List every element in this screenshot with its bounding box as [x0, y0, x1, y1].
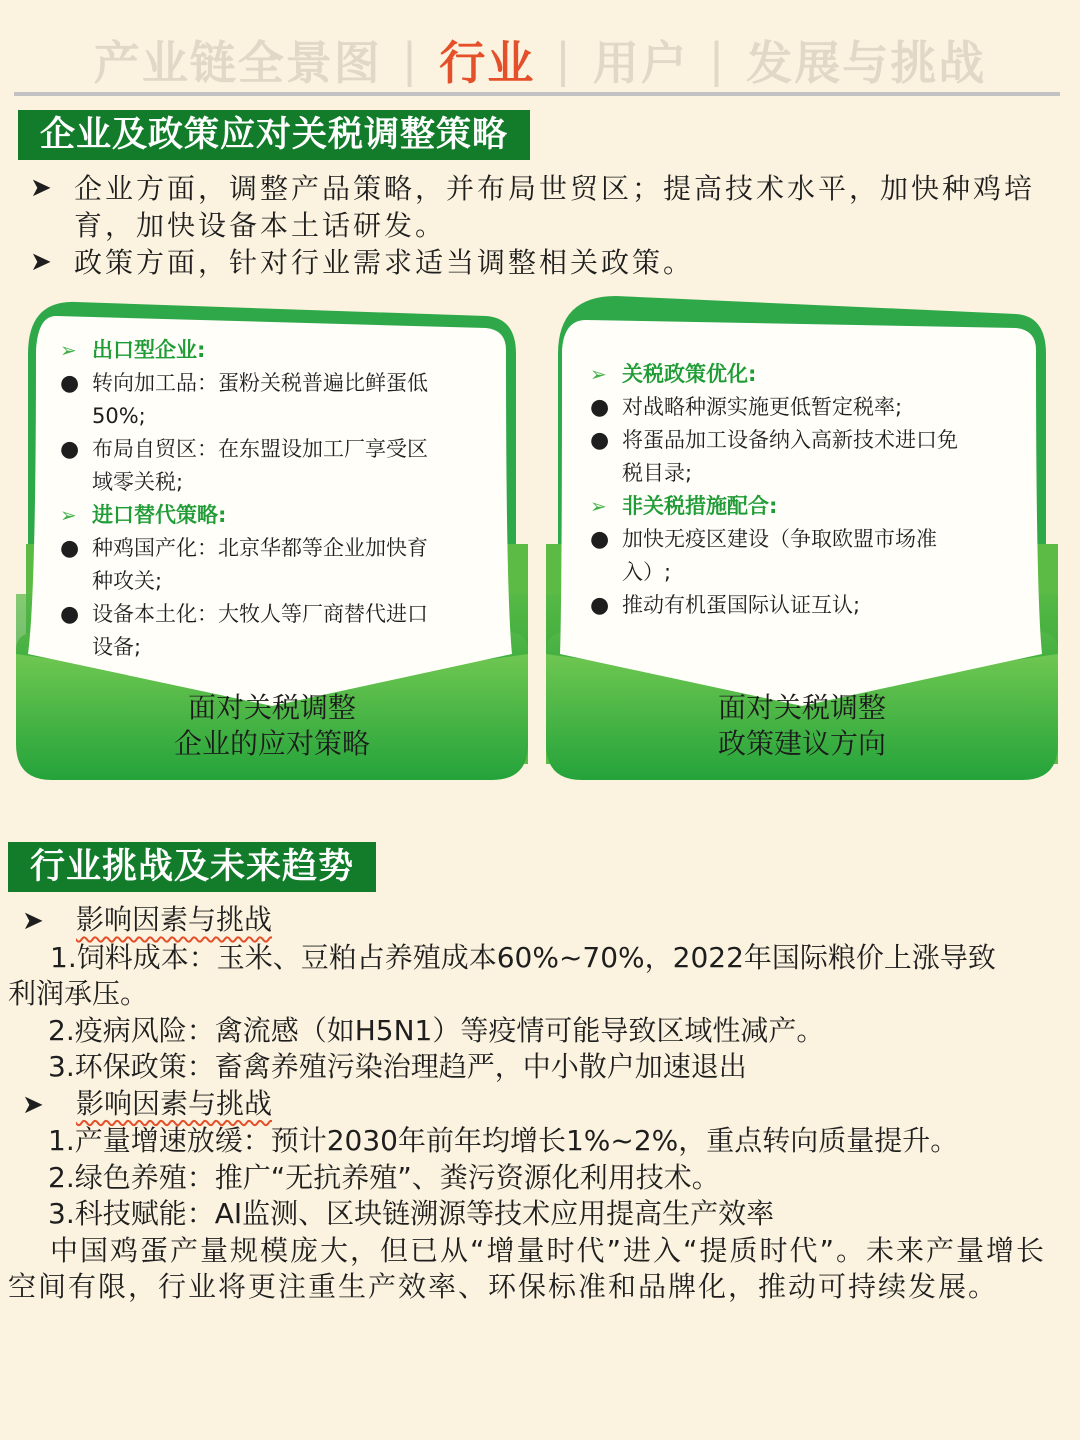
arrow-bullet-icon: ➤: [30, 247, 52, 277]
list-item: 2.绿色养殖：推广“无抗养殖”、粪污资源化利用技术。: [48, 1160, 720, 1194]
list-item: 2.疫病风险：禽流感（如H5N1）等疫情可能导致区域性减产。: [48, 1013, 825, 1047]
bullet-dot-icon: ●: [60, 536, 80, 561]
bullet-dot-icon: ●: [590, 593, 610, 618]
chevron-right-icon: ➢: [60, 503, 77, 527]
section-title-strategy: 企业及政策应对关税调整策略: [18, 110, 530, 160]
summary-paragraph: 中国鸡蛋产量规模庞大，但已从“增量时代”进入“提质时代”。未来产量增长空间有限，行业将更注重生产效率、环保标准和品牌化，推动可持续发展。: [8, 1233, 1047, 1303]
list-item: ● 对战略种源实施更低暂定税率;: [590, 391, 1030, 424]
bullet-dot-icon: ●: [60, 371, 80, 396]
card-heading: ➢ 非关税措施配合:: [590, 490, 1030, 523]
list-item: ● 加快无疫区建设（争取欧盟市场准 入）;: [590, 523, 1030, 589]
card-heading: ➢ 进口替代策略:: [60, 499, 500, 532]
list-item: [30, 244, 1070, 281]
arrow-bullet-icon: ➤: [22, 906, 44, 936]
card-heading: ➢ 出口型企业:: [60, 334, 500, 367]
chevron-right-icon: ➢: [590, 362, 607, 386]
arrow-bullet-icon: ➤: [30, 173, 52, 203]
list-item: ● 布局自贸区：在东盟设加工厂享受区 域零关税;: [60, 433, 500, 499]
card-content: [60, 334, 500, 664]
arrow-bullet-icon: ➤: [22, 1089, 44, 1120]
tab-development[interactable]: 发展与挑战: [746, 36, 987, 90]
card-enterprise-strategy: [16, 294, 528, 782]
card-policy-direction: [546, 294, 1058, 782]
tab-users[interactable]: 用户: [592, 36, 689, 90]
list-item: ● 种鸡国产化：北京华都等企业加快育 种攻关;: [60, 532, 500, 598]
chevron-right-icon: ➢: [60, 338, 77, 362]
bullet-dot-icon: ●: [590, 395, 610, 420]
list-item: ● 将蛋品加工设备纳入高新技术进口免 税目录;: [590, 424, 1030, 490]
tab-industry[interactable]: 行业: [439, 36, 536, 90]
list-item: 3.环保政策：畜禽养殖污染治理趋严，中小散户加速退出: [48, 1050, 747, 1083]
challenges-body: [8, 902, 1072, 1306]
card-content: [590, 358, 1030, 622]
list-item: ● 设备本土化：大牧人等厂商替代进口 设备;: [60, 598, 500, 664]
bullet-dot-icon: ●: [590, 527, 610, 552]
card-footer-label: 面对关税调整 企业的应对策略: [173, 691, 370, 760]
top-nav: [0, 28, 1080, 92]
group-heading: ➤ 影响因素与挑战: [8, 1086, 1072, 1124]
list-item: ● 推动有机蛋国际认证互认;: [590, 589, 1030, 622]
bullet-text: 政策方面，针对行业需求适当调整相关政策。: [74, 246, 695, 279]
list-item: 利润承压。: [8, 977, 149, 1010]
group-heading: ➤ 影响因素与挑战: [8, 902, 1072, 940]
tab-industry-chain[interactable]: 产业链全景图: [93, 36, 382, 90]
list-item: 3.科技赋能：AI监测、区块链溯源等技术应用提高生产效率: [48, 1197, 775, 1230]
chevron-right-icon: ➢: [590, 494, 607, 518]
list-item: ● 转向加工品：蛋粉关税普遍比鲜蛋低 50%;: [60, 367, 500, 433]
nav-separator: |: [555, 33, 573, 87]
list-item: [30, 170, 1070, 244]
bullet-dot-icon: ●: [60, 437, 80, 462]
bullet-dot-icon: ●: [60, 602, 80, 627]
card-footer-label: 面对关税调整 政策建议方向: [717, 691, 886, 760]
strategy-bullets: [30, 170, 1070, 281]
section-title-challenges: 行业挑战及未来趋势: [8, 842, 376, 892]
list-item: 1.饲料成本：玉米、豆粕占养殖成本60%~70%，2022年国际粮价上涨导致: [50, 940, 996, 974]
nav-separator: |: [708, 33, 727, 87]
nav-separator: |: [401, 33, 420, 87]
nav-divider: [14, 92, 1060, 96]
list-item: 1.产量增速放缓：预计2030年前年均增长1%~2%，重点转向质量提升。: [48, 1124, 959, 1157]
card-heading: ➢ 关税政策优化:: [590, 358, 1030, 391]
bullet-dot-icon: ●: [590, 428, 610, 453]
bullet-text: 企业方面，调整产品策略，并布局世贸区；提高技术水平，加快种鸡培育，加快设备本土话研发。: [74, 172, 1036, 242]
